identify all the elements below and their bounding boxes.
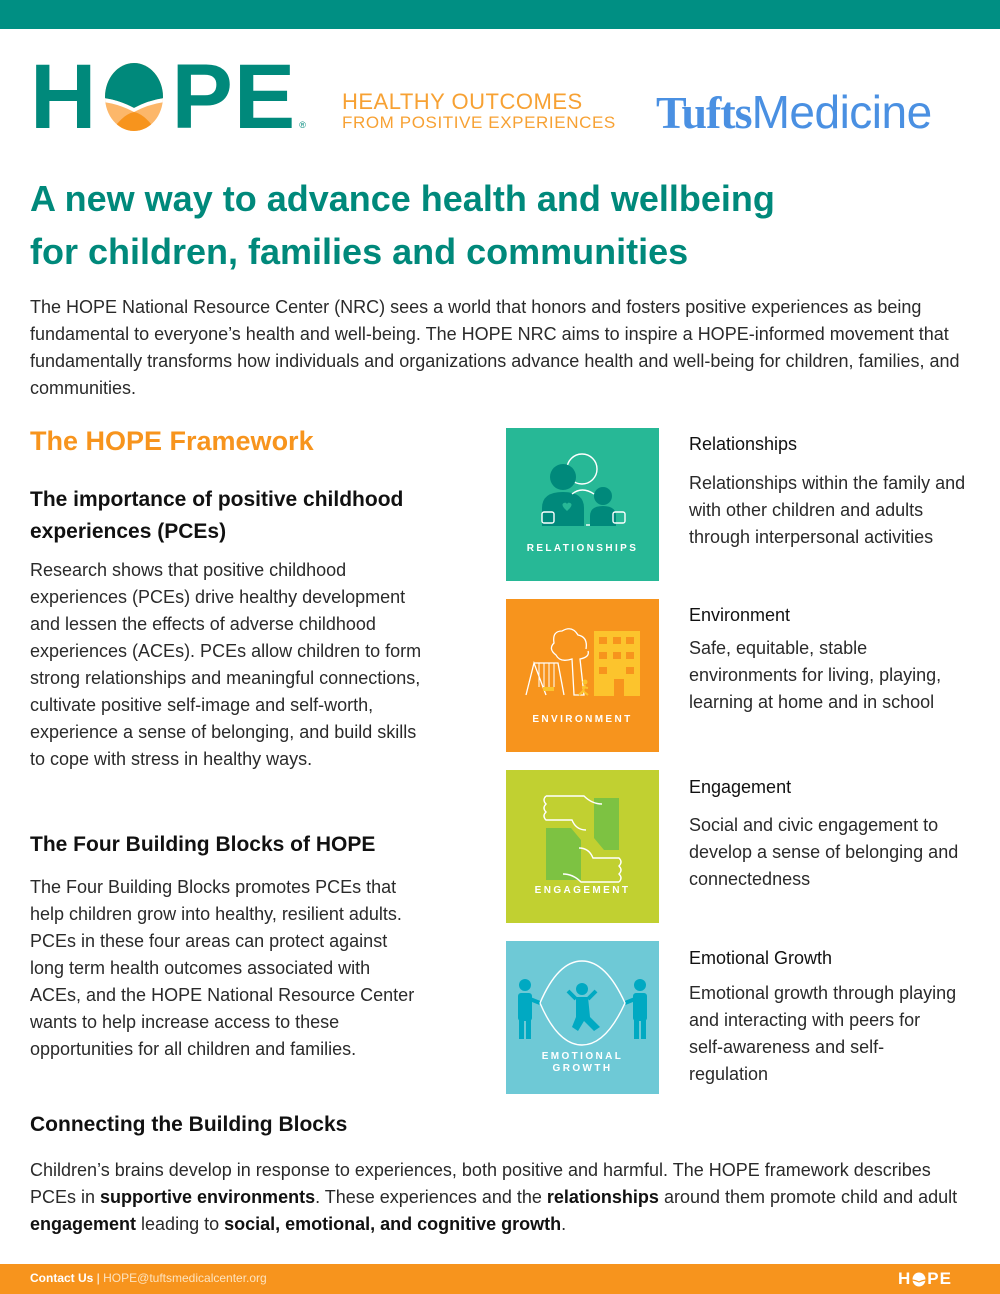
environment-icon xyxy=(506,599,659,752)
hope-sunrise-icon xyxy=(103,62,165,132)
building-blocks-heading: The Four Building Blocks of HOPE xyxy=(30,833,376,856)
footer-bar xyxy=(0,1264,1000,1294)
environment-title: Environment xyxy=(689,605,791,625)
contact-label: Contact Us xyxy=(30,1271,94,1285)
footer-logo-h: H xyxy=(898,1269,912,1288)
building-blocks-paragraph: The Four Building Blocks promotes PCEs that help children grow into healthy, resilient adults. PCEs in these four areas can protect against long term health outcomes associated with ACEs, and the HOPE National Resource Center wants to help increase access to these opportunities for all children and families. xyxy=(30,877,415,1059)
engagement-icon xyxy=(506,770,659,923)
page-title-line-1: A new way to advance health and wellbeing xyxy=(30,178,775,219)
tile-environment-label: ENVIRONMENT xyxy=(532,714,633,725)
registered-mark: ® xyxy=(299,120,306,130)
tile-engagement-label: ENGAGEMENT xyxy=(534,885,631,896)
tufts-wordmark: Tufts xyxy=(656,87,752,138)
emotional-growth-title: Emotional Growth xyxy=(689,948,833,968)
tile-engagement xyxy=(506,770,659,923)
environment-description: Safe, equitable, stable environments for living, playing, learning at home and in school xyxy=(689,638,942,712)
page-title xyxy=(30,172,930,278)
tile-emotional-label-line-1: EMOTIONAL xyxy=(541,1051,624,1062)
relationships-title: Relationships xyxy=(689,434,798,454)
tile-relationships-label: RELATIONSHIPS xyxy=(526,543,639,554)
logo-letter-h: H xyxy=(30,46,98,148)
footer-logo-pe: PE xyxy=(927,1269,952,1288)
connecting-paragraph: Children’s brains develop in response to experiences, both positive and harmful. The HOPE framework describes PCEs in supportive environments. These experiences and the relationships around them promote child and adult engagement leading to social, emotional, and cognitive growth. xyxy=(30,1160,958,1234)
footer-hope-logo xyxy=(898,1269,952,1289)
tile-emotional-label-line-2: GROWTH xyxy=(552,1063,613,1074)
logo-letters-pe: PE xyxy=(171,46,297,148)
footer-sunrise-icon xyxy=(912,1272,926,1287)
emphasis-relationships: relationships xyxy=(546,1187,659,1207)
hope-logo xyxy=(30,46,306,148)
medicine-wordmark: Medicine xyxy=(751,86,932,138)
tufts-medicine-logo xyxy=(656,86,932,139)
top-color-bar xyxy=(0,0,1000,29)
pce-paragraph: Research shows that positive childhood experiences (PCEs) drive healthy development and lessen the effects of adverse childhood experiences (ACEs). PCEs allow children to form strong relationships and meaningful connections, cultivate positive self-image and self-worth, experience a sense of belonging, and build skills to cope with stress in healthy ways. xyxy=(30,560,422,769)
tile-emotional-growth xyxy=(506,941,659,1094)
page-title-line-2: for children, families and communities xyxy=(30,231,689,272)
relationships-icon xyxy=(506,428,659,581)
separator: | xyxy=(93,1271,104,1285)
tagline-line-2: FROM POSITIVE EXPERIENCES xyxy=(342,113,616,132)
hope-tagline xyxy=(342,91,616,133)
emphasis-engagement: engagement xyxy=(30,1214,137,1234)
tagline-line-1: HEALTHY OUTCOMES xyxy=(342,89,583,114)
tile-relationships xyxy=(506,428,659,581)
relationships-description: Relationships within the family and with other children and adults through interpersonal activities xyxy=(689,473,966,547)
emphasis-supportive-environments: supportive environments xyxy=(100,1187,316,1207)
engagement-title: Engagement xyxy=(689,777,792,797)
intro-paragraph: The HOPE National Resource Center (NRC) sees a world that honors and fosters positive experiences as being fundamental to everyone’s health and well-being. The HOPE NRC aims to inspire a HOPE-informed movement that fundamentally transforms how individuals and organizations advance health and well-being for children, families, and communities. xyxy=(30,297,960,398)
tile-emotional-growth-label xyxy=(506,1051,659,1075)
contact-email-link[interactable]: HOPE@tuftsmedicalcenter.org xyxy=(103,1271,267,1285)
framework-heading: The HOPE Framework xyxy=(30,426,314,456)
emphasis-growth: social, emotional, and cognitive growth xyxy=(224,1214,562,1234)
engagement-description: Social and civic engagement to develop a sense of belonging and connectedness xyxy=(689,815,959,889)
tile-environment xyxy=(506,599,659,752)
emotional-growth-description: Emotional growth through playing and interacting with peers for self-awareness and self-regulation xyxy=(689,983,957,1084)
footer-contact xyxy=(30,1271,267,1285)
connecting-heading: Connecting the Building Blocks xyxy=(30,1113,348,1136)
pce-heading: The importance of positive childhood experiences (PCEs) xyxy=(30,488,404,543)
